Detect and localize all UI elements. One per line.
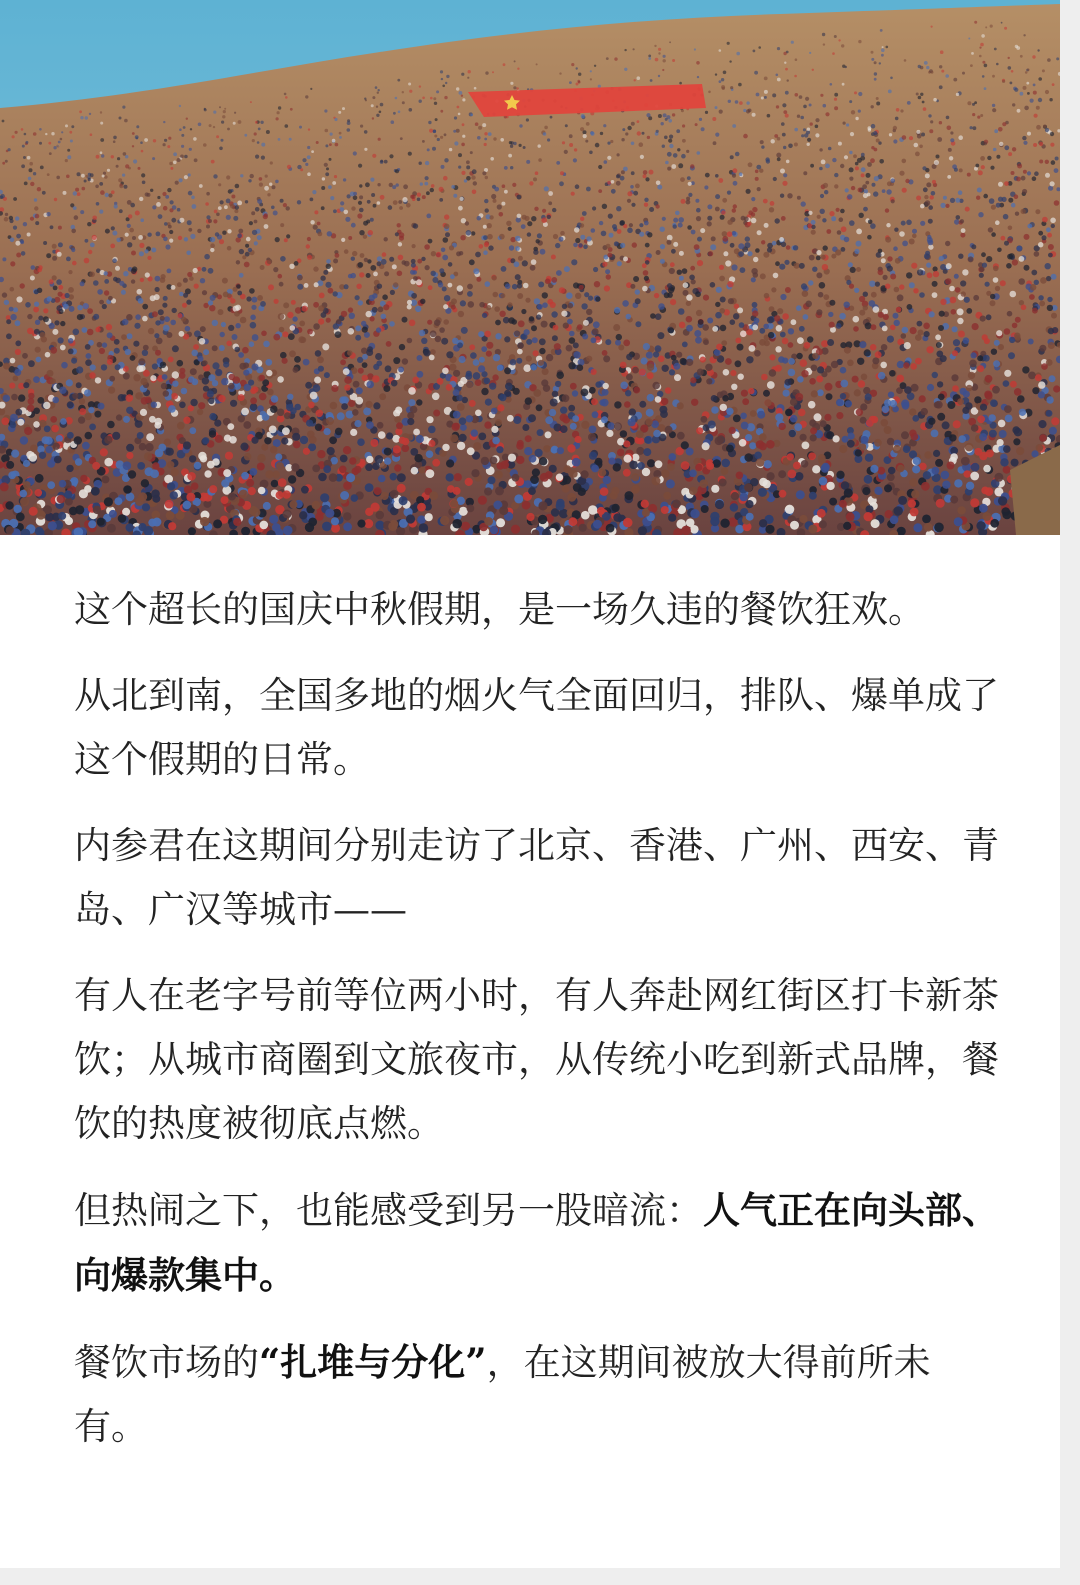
- article-body: [74, 578, 1004, 1481]
- paragraph-3: 内参君在这期间分别走访了北京、香港、广州、西安、青岛、广汉等城市——: [74, 824, 999, 931]
- crowd-on-dune-photo: [0, 0, 1060, 535]
- paragraph-4: 有人在老字号前等位两小时，有人奔赴网红街区打卡新茶饮；从城市商圈到文旅夜市，从传统小吃到新式品牌，餐饮的热度被彻底点燃。: [74, 974, 999, 1145]
- paragraph-5: 但热闹之下，也能感受到另一股暗流：人气正在向头部、向爆款集中。: [74, 1188, 999, 1297]
- highlight-quote: “扎堆与分化”: [259, 1340, 487, 1384]
- paragraph-6: 餐饮市场的“扎堆与分化”，在这期间被放大得前所未有。: [74, 1340, 931, 1448]
- highlight-text: 人气正在向头部、向爆款集中。: [74, 1188, 999, 1297]
- paragraph-1: 这个超长的国庆中秋假期，是一场久违的餐饮狂欢。: [74, 588, 925, 631]
- paragraph-2: 从北到南，全国多地的烟火气全面回归，排队、爆单成了这个假期的日常。: [74, 674, 999, 781]
